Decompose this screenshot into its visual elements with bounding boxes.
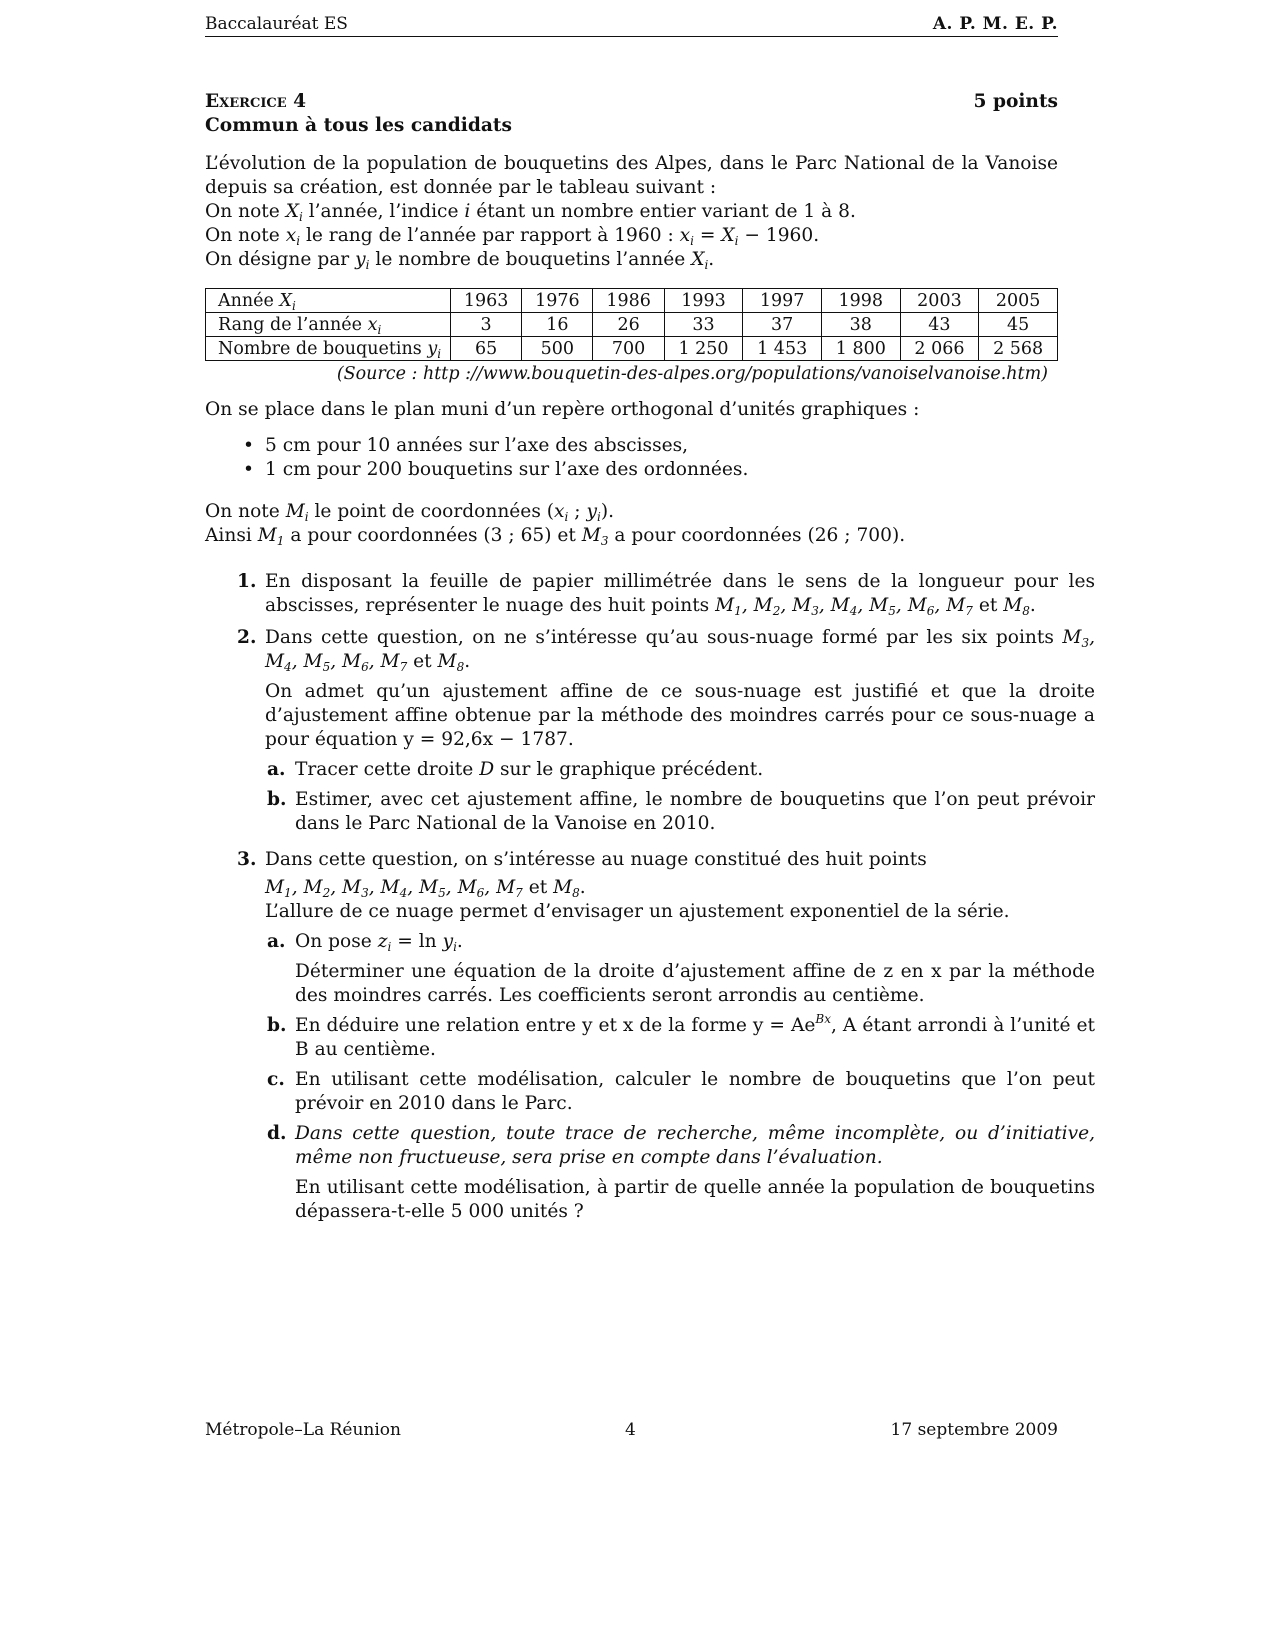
- subquestion-2b: b. Estimer, avec cet ajustement affine, le nombre de bouquetins que l’on peut prévoir dans le Parc National de la Vanoise en 2010.: [267, 789, 1095, 834]
- intro-line-3: On note $x_i$ le rang de l’année par rapport à 1960 : $x_i = X_i - 1960$.: [205, 225, 820, 248]
- question-text: En disposant la feuille de papier millimétrée dans le sens de la longueur pour les abscisses, représenter le nuage des huit points $M_1$, $M_2$, $M_3$, $M_4$, $M_5$, $M_6$, $M_7$ et $M_8$.: [265, 571, 1095, 618]
- plan-section: [205, 398, 1058, 482]
- page-number: 4: [625, 1420, 636, 1440]
- table-cell: 1 800: [821, 337, 900, 361]
- question-paragraph: On admet qu’un ajustement affine de ce sous-nuage est justifié et que la droite d’ajustement affine obtenue par la méthode des moindres carrés pour ce sous-nuage a pour équation y = 92,6x − 1787.: [265, 681, 1095, 750]
- question-text: Dans cette question, on s’intéresse au nuage constitué des huit points: [265, 849, 927, 870]
- row-header-year: Année $X_i$: [206, 289, 451, 313]
- list-item: • 1 cm pour 200 bouquetins sur l’axe des ordonnées.: [265, 458, 1058, 482]
- table-cell: 45: [979, 313, 1058, 337]
- subquestion-letter: b.: [267, 789, 287, 810]
- subquestion-3d: d. Dans cette question, toute trace de recherche, même incomplète, ou d’initiative, même non fructueuse, sera prise en compte dans l’évaluation. En utilisant cette modélisation, à partir de quelle année la population de bouquetins dépassera-t-elle 5 000 unités ?: [267, 1123, 1095, 1222]
- table-cell: 1986: [593, 289, 664, 313]
- table-cell: 37: [743, 313, 822, 337]
- coordinates-section: [205, 500, 1058, 548]
- header-left: Baccalauréat ES: [205, 14, 348, 34]
- question-number: 2.: [237, 627, 257, 648]
- table-cell: 43: [900, 313, 979, 337]
- intro-line-2: On note $X_i$ l’année, l’indice i étant un nombre entier variant de 1 à 8.: [205, 201, 856, 224]
- subquestion-3b: b. En déduire une relation entre y et x de la forme $y = Ae^{Bx}$, A étant arrondi à l’unité et B au centième.: [267, 1012, 1095, 1060]
- table-cell: 1 250: [664, 337, 743, 361]
- table-row-years: [206, 289, 1058, 313]
- table-cell: 1 453: [743, 337, 822, 361]
- coords-line-2: Ainsi $M_1$ a pour coordonnées (3 ; 65) et $M_3$ a pour coordonnées (26 ; 700).: [205, 525, 906, 548]
- table-cell: 1993: [664, 289, 743, 313]
- table-cell: 2003: [900, 289, 979, 313]
- table-cell: 16: [522, 313, 593, 337]
- question-paragraph: L’allure de ce nuage permet d’envisager un ajustement exponentiel de la série.: [265, 901, 1010, 922]
- table-cell: 1976: [522, 289, 593, 313]
- footer-left: Métropole–La Réunion: [205, 1420, 401, 1440]
- intro-line-4: On désigne par $y_i$ le nombre de bouquetins l’année $X_i$.: [205, 249, 715, 272]
- plan-intro: On se place dans le plan muni d’un repère orthogonal d’unités graphiques :: [205, 399, 920, 420]
- subquestion-letter: d.: [267, 1123, 287, 1144]
- subquestion-3a: a. On pose $z_i = \ln y_i$. Déterminer une équation de la droite d’ajustement affine de z en x par la méthode des moindres carrés. Les coefficients seront arrondis au centième.: [267, 931, 1095, 1006]
- table-cell: 3: [451, 313, 522, 337]
- row-header-rank: Rang de l’année $x_i$: [206, 313, 451, 337]
- table-cell: 2 568: [979, 337, 1058, 361]
- table-cell: 1997: [743, 289, 822, 313]
- data-table: [205, 288, 1058, 361]
- exercise-subtitle: Commun à tous les candidats: [205, 115, 512, 136]
- header-right: A. P. M. E. P.: [932, 14, 1058, 34]
- table-cell: 2 066: [900, 337, 979, 361]
- question-2: [205, 626, 1095, 836]
- intro-line-1: L’évolution de la population de bouquetins des Alpes, dans le Parc National de la Vanoise depuis sa création, est donnée par le tableau suivant :: [205, 153, 1058, 198]
- table-row-ranks: [206, 313, 1058, 337]
- table-cell: 700: [593, 337, 664, 361]
- question-number: 3.: [237, 849, 257, 870]
- exercise-title: Exercice 4: [205, 91, 307, 112]
- exercise-points: 5 points: [973, 91, 1058, 112]
- subquestion-letter: a.: [267, 759, 286, 780]
- plan-bullets: [205, 434, 1058, 482]
- list-item: • 5 cm pour 10 années sur l’axe des abscisses,: [265, 434, 1058, 458]
- table-cell: 2005: [979, 289, 1058, 313]
- table-cell: 38: [821, 313, 900, 337]
- subquestion-letter: b.: [267, 1015, 287, 1036]
- subquestion-2a: a. Tracer cette droite D sur le graphique précédent.: [267, 759, 764, 780]
- row-header-count: Nombre de bouquetins $y_i$: [206, 337, 451, 361]
- question-3: [205, 848, 1095, 1224]
- table-cell: 1963: [451, 289, 522, 313]
- question-1: [205, 570, 1095, 618]
- question-number: 1.: [237, 571, 257, 592]
- question-text: Dans cette question, on ne s’intéresse qu’au sous-nuage formé par les six points $M_3$, $M_4$, $M_5$, $M_6$, $M_7$ et $M_8$.: [265, 627, 1095, 674]
- table-cell: 1998: [821, 289, 900, 313]
- exercise-heading: [205, 90, 1058, 138]
- intro-text: [205, 152, 1058, 272]
- subquestion-3c: c. En utilisant cette modélisation, calculer le nombre de bouquetins que l’on peut prévoir en 2010 dans le Parc.: [267, 1069, 1095, 1114]
- subquestion-letter: c.: [267, 1069, 285, 1090]
- table-cell: 33: [664, 313, 743, 337]
- table-cell: 65: [451, 337, 522, 361]
- running-header: [205, 12, 1058, 37]
- page: [205, 0, 1095, 1650]
- table-cell: 26: [593, 313, 664, 337]
- footer-date: 17 septembre 2009: [890, 1420, 1058, 1440]
- question-points-list: $M_1$, $M_2$, $M_3$, $M_4$, $M_5$, $M_6$, $M_7$ et $M_8$.: [265, 877, 586, 900]
- table-row-counts: [206, 337, 1058, 361]
- table-source: (Source : http ://www.bouquetin-des-alpes.org/populations/vanoiselvanoise.htm): [336, 364, 1048, 384]
- table-cell: 500: [522, 337, 593, 361]
- coords-line-1: On note $M_i$ le point de coordonnées ($x_i$ ; $y_i$).: [205, 501, 614, 524]
- subquestion-letter: a.: [267, 931, 286, 952]
